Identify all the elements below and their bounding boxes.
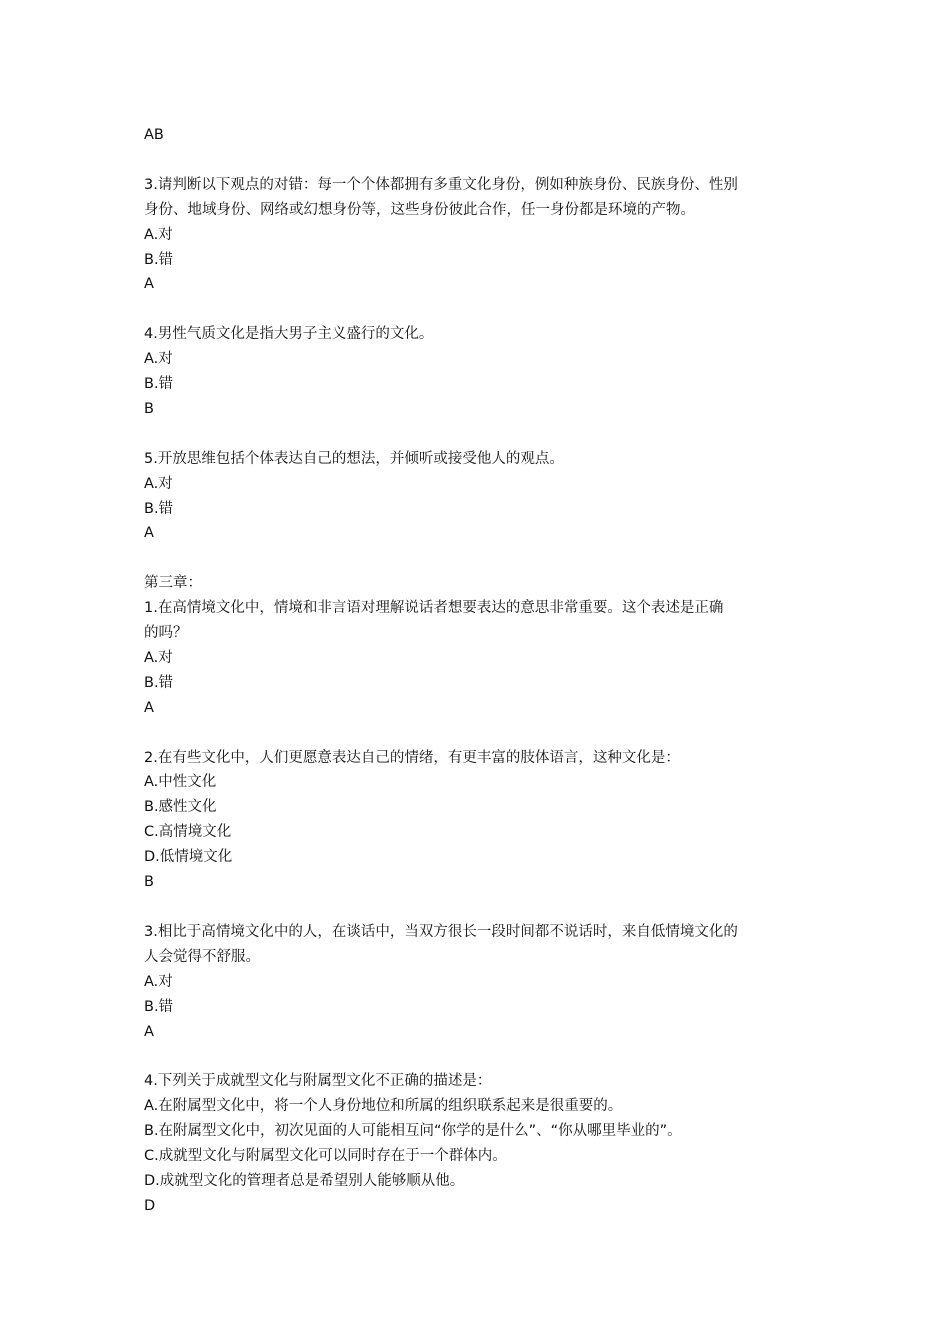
answer-line: AB	[144, 127, 164, 143]
option-line: A.对	[144, 649, 173, 666]
option-line: B.错	[144, 251, 174, 268]
question-block	[144, 322, 814, 422]
option-line: D.成就型文化的管理者总是希望别人能够顺从他。	[144, 1172, 465, 1189]
option-line: B.错	[144, 500, 174, 517]
option-line: B.错	[144, 674, 174, 691]
question-text: 4.下列关于成就型文化与附属型文化不正确的描述是：	[144, 1073, 492, 1090]
option-line: B.错	[144, 376, 174, 393]
question-block	[144, 746, 814, 895]
question-text: 1.在高情境文化中，情境和非言语对理解说话者想要表达的意思非常重要。这个表述是正确	[144, 600, 724, 617]
answer-line: A	[144, 276, 154, 293]
question-text: 3.相比于高情境文化中的人，在谈话中，当双方很长一段时间都不说话时，来自低情境文化的	[144, 923, 738, 940]
question-block	[144, 596, 814, 721]
option-line: A.对	[144, 226, 173, 243]
answer-line: A	[144, 525, 154, 542]
answer-line: A	[144, 699, 154, 716]
question-text: 人会觉得不舒服。	[144, 948, 260, 965]
option-line: B.感性文化	[144, 799, 217, 816]
option-line: A.中性文化	[144, 774, 217, 791]
answer-line: B	[144, 874, 154, 891]
option-line: D.低情境文化	[144, 849, 233, 866]
question-text: 5.开放思维包括个体表达自己的想法，并倾听或接受他人的观点。	[144, 450, 564, 467]
option-line: A.对	[144, 973, 173, 990]
option-line: A.对	[144, 475, 173, 492]
question-text: 的吗？	[144, 625, 188, 642]
question-text: 2.在有些文化中，人们更愿意表达自己的情绪，有更丰富的肢体语言，这种文化是：	[144, 749, 680, 766]
answer-line: A	[144, 1023, 154, 1040]
chapter-heading: 第三章：	[144, 575, 202, 592]
question-text: 4.男性气质文化是指大男子主义盛行的文化。	[144, 326, 434, 343]
option-line: C.高情境文化	[144, 824, 232, 841]
option-line: A.对	[144, 351, 173, 368]
option-line: B.错	[144, 998, 174, 1015]
question-block	[144, 173, 814, 298]
question-block	[144, 1069, 814, 1218]
option-line: B.在附属型文化中，初次见面的人可能相互问“你学的是什么”、“你从哪里毕业的”。	[144, 1123, 682, 1140]
option-line: C.成就型文化与附属型文化可以同时存在于一个群体内。	[144, 1148, 507, 1165]
question-text: 身份、地域身份、网络或幻想身份等，这些身份彼此合作，任一身份都是环境的产物。	[144, 201, 695, 218]
option-line: A.在附属型文化中，将一个人身份地位和所属的组织联系起来是很重要的。	[144, 1098, 623, 1115]
answer-line: D	[144, 1197, 156, 1214]
question-block	[144, 447, 814, 547]
answer-line: B	[144, 400, 154, 417]
question-text: 3.请判断以下观点的对错：每一个个体都拥有多重文化身份，例如种族身份、民族身份、性别	[144, 176, 738, 193]
question-block	[144, 920, 814, 1045]
document-page	[144, 123, 814, 1219]
